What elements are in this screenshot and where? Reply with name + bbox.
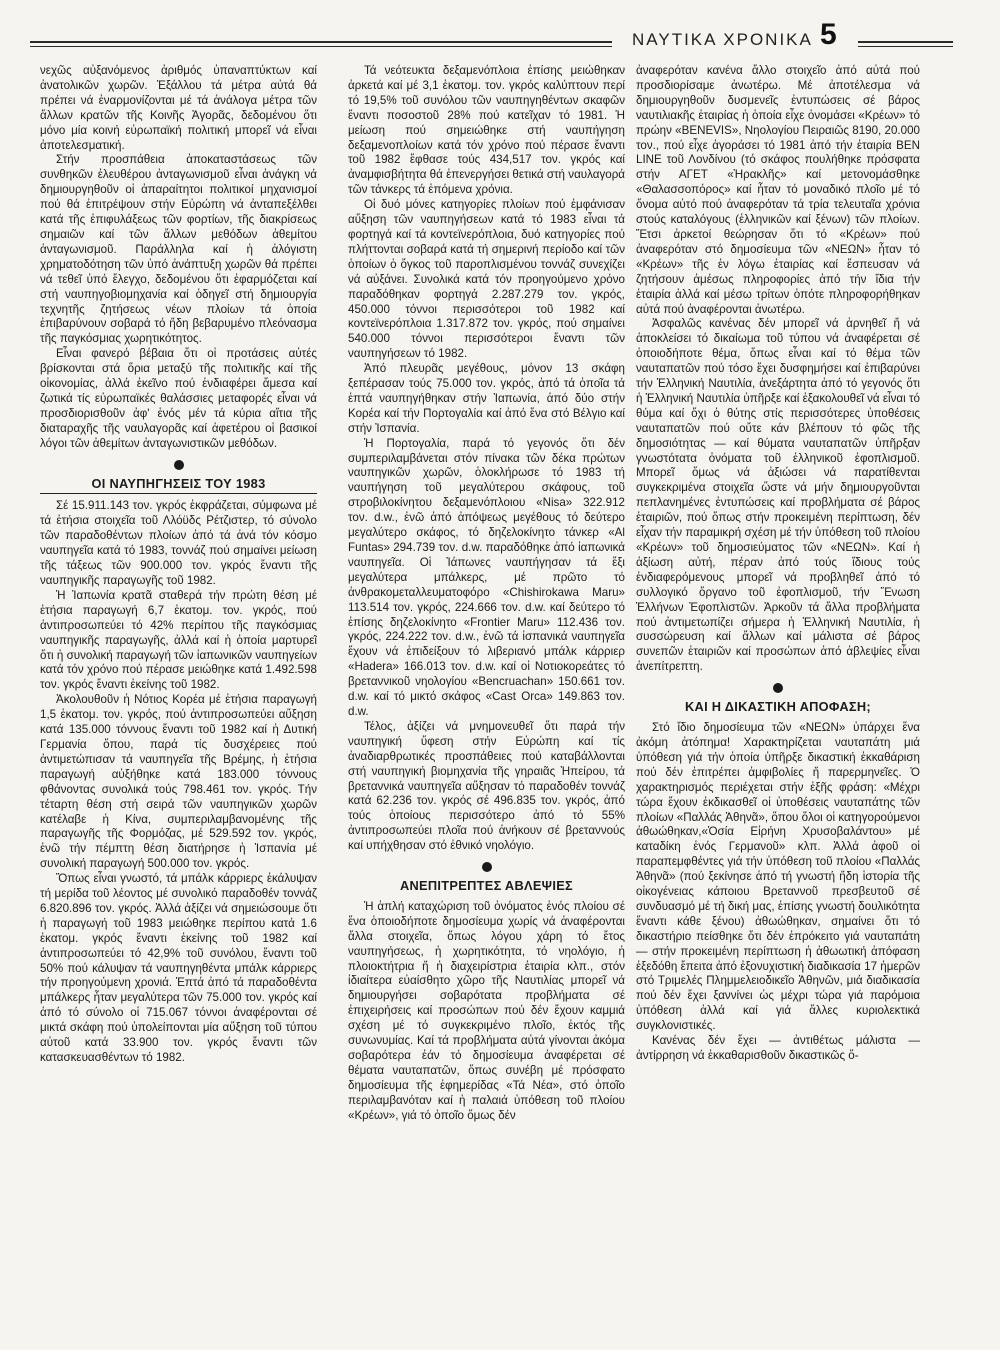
paragraph: ἀναφερόταν κανένα ἄλλο στοιχεῖο ἀπό αὐτά πού προσδιορίσαμε ἀνωτέρω. Μέ ἀποτέλεσμα νά δημιουργηθοῦν δυσμενεῖς ἐντυπώσεις σέ βάρος ναυτιλιακῆς ἑταιρίας ἡ ὁποία εἶχε ὀνομάσει «Κρέων» τό πρώην «BENEVIS», Νηολογίου Πειραιῶς 8190, 20.000 τον., πού εἶχε ἀγοράσει τό 1981 ἀπό τήν ἑταιρία BEN LINE τοῦ Λονδίνου (τό σκάφος πουλήθηκε πρόσφατα στήν ΑΓΕΤ «Ἡρακλῆς» καί μετονομάσθηκε «Θαλασσοπόρος» καί ἦταν τό μοναδικό πλοῖο μέ τό ὄνομα αὐτό πού ἀναφερόταν τά τρία τελευταῖα χρόνια στούς καταλόγους (ἑλληνικῶν καί ξένων) τῶν πλοίων. Ἔτσι ἀρκετοί θεώρησαν ὅτι τό «Κρέων» πού ἀναφερόταν στό δημοσίευμα τῶν «ΝΕΩΝ» ἦταν τό «Κρέων» τῆς ἐν λόγω ἑταιρίας καί ἔσπευσαν νά ζητήσουν ἀμέσως πληροφορίες ἀπό τήν ἴδια τήν ἑταιρία ἀλλά καί μέσω τρίτων ὁπότε πληροφορήθηκαν αὐτά πού ἀναφέρονται ἀνωτέρω.: [636, 64, 920, 316]
section-heading-shipbuilding-1983: ΟΙ ΝΑΥΠΗΓΗΣΕΙΣ ΤΟΥ 1983: [40, 477, 317, 495]
header-rule-left: [30, 41, 612, 43]
paragraph: Ἀσφαλῶς κανένας δέν μπορεῖ νά ἀρνηθεῖ ἤ νά ἀποκλείσει τό δικαίωμα τοῦ τύπου νά ἀναφέρεται σέ ὁποιοδήποτε θέμα, ὅπως εἶναι καί τό θέμα τῶν ναυταπατῶν πού τόσο ἔχει δυσφημήσει καί ἐπιβαρύνει τήν Ἑλληνική Ναυτιλία, ἀνεξάρτητα ἀπό τό γεγονός ὅτι ἡ Ἑλληνική Ναυτιλία ὑπῆρξε καί ἐξακολουθεῖ νά εἶναι τό θύμα καί ὄχι ὁ θύτης στίς περισσότερες ὑποθέσεις ναυταπατῶν πού οὔτε κάν βλέπουν τό φῶς τῆς δημοσιότητας — καί θύματα ναυταπατῶν ὑπῆρξαν γνωστότατα ὀνόματα τοῦ ἑλληνικοῦ ἐφοπλισμοῦ. Μπορεῖ ὅμως νά ἀξιώσει νά παρατίθενται συγκεκριμένα στοιχεῖα ὥστε νά μήν δημιουργοῦνται πεπλανημένες ἐντυπώσεις καί προβλήματα σέ βάρος ἑταιριῶν, πού ὅπως στήν προκειμένη περίπτωση, δέν εἶχαν τήν παραμικρή σχέση μέ τήν ὑπόθεση τοῦ πλοίου «Κρέων» τοῦ δημοσιεύματος τῶν «ΝΕΩΝ». Καί ἡ ἀξίωση αὐτή, πέραν ἀπό τούς ἴδιους τούς ἐνδιαφερόμενους μπορεῖ νά προβληθεῖ ἀπό τό συλλογικό ὄργανο τοῦ ἐφοπλισμοῦ, τήν Ἕνωση Ἑλλήνων Ἐφοπλιστῶν. Ἀρκοῦν τά ἄλλα προβλήματα πού ἀντιμετωπίζει σήμερα ἡ Ἑλληνική Ναυτιλία, ἡ συσσώρευση καί ἄλλων καί μάλιστα σέ βάρος συνεπῶν ἑταιριῶν καί προσώπων ἀπό ἀβλεψίες εἶναι ἀνεπίτρεπτη.: [636, 317, 920, 674]
paragraph: νεχῶς αὐξανόμενος ἀριθμός ὑπαναπτύκτων καί ἀνατολικῶν χωρῶν. Ἐξάλλου τά μέτρα αὐτά θά πρέπει νά ἐναρμονίζονται μέ τά ἀνάλογα μέτρα τῶν ἄλλων κρατῶν τῆς Κοινῆς Ἀγορᾶς, δεδομένου ὅτι μόνο μία κοινή εὐρωπαϊκή πολιτική μπορεῖ νά εἶναι ἀποτελεσματική.: [40, 64, 317, 152]
paragraph: Εἶναι φανερό βέβαια ὅτι οἱ προτάσεις αὐτές βρίσκονται στά ὅρια μεταξύ τῆς πολιτικῆς καί τῆς οἰκονομίας, ἀλλά ἐκεῖνο πού ἐνδιαφέρει ἄμεσα καί ζωτικά τίς εὐρωπαϊκές θαλάσσιες μεταφορές εἶναι νά προσδιορισθοῦν ἀφ' ἑνός μέν τά κύρια αἴτια τῆς διαταραχῆς τῆς ναυλαγορᾶς καί ἀφετέρου οἱ βασικοί λόγοι τῶν ἀθεμίτων ἀνταγωνιστικῶν μεθόδων.: [40, 347, 317, 450]
paragraph: Τέλος, ἀξίζει νά μνημονευθεῖ ὅτι παρά τήν ναυπηγική ὕφεση στήν Εὐρώπη καί τίς ἀναδιαρθρωτικές προσπάθειες πού καταβάλλονται στή ναυπηγική βιομηχανία τῆς γηραιᾶς Ἠπείρου, τά βρεταννικά ναυπηγεῖα αὔξησαν τό παραδοθέν τοννάζ κατά 62.236 τον. γκρός σέ 496.835 τον. γκρός, ἀπό τούς ὁποίους περισσότερο ἀπό τό 55% ἀντιπροσωπεύει πλοῖα πού ἀνήκουν σέ βρεταννούς καί υπήχθησαν στό ἐθνικό νηολόγιο.: [348, 719, 625, 853]
page-number: 5: [820, 18, 837, 51]
section-bullet: [482, 862, 492, 872]
column-1: [40, 64, 317, 1310]
paragraph: Οἱ δυό μόνες κατηγορίες πλοίων πού ἐμφάνισαν αὔξηση τῶν ναυπηγήσεων κατά τό 1983 εἶναι τά φορτηγά καί τά κοντεϊνερόπλοια, δυό κατηγορίες πού πλήττονται σοβαρά κατά τή σημερινή περίοδο καί τῶν ὁποίων ὁ ὄγκος τοῦ παροπλισμένου τοννάζ συνεχίζει νά αὐξάνει. Συνολικά κατά τόν προηγούμενο χρόνο παραδόθηκαν φορτηγά 2.287.279 τον. γκρός, 450.000 τόννοι περισσότεροι τοῦ 1982 καί κοντεϊνερόπλοια 1.317.872 τον. γκρός, πού σημαίνει 540.000 τόννοι περισσότεροι ἔναντι τῶν ναυπηγήσεων τό 1982.: [348, 198, 625, 361]
header-rule-left-thin: [30, 46, 612, 47]
paragraph: Ἡ Ἰαπωνία κρατᾶ σταθερά τήν πρώτη θέση μέ ἐτήσια παραγωγή 6,7 ἑκατομ. τον. γκρός, πού ἀντιπροσωπεύει τό 42% περίπου τῆς παγκόσμιας ναυπηγικῆς παραγωγῆς, ἀλλά καί ἡ ὁποία μαρτυρεῖ ὅτι ἡ συνολική παραγωγή τῶν ἰαπωνικῶν ναυπηγείων κατά τόν χρόνο πού πέρασε μειώθηκε κατά 1.492.598 τον. γκρός ἔναντι ἐκείνης τοῦ 1982.: [40, 588, 317, 692]
column-3: [636, 64, 920, 1310]
header-rule-right: [858, 41, 953, 43]
paragraph: Ἡ ἁπλή καταχώριση τοῦ ὀνόματος ἑνός πλοίου σέ ἕνα ὁποιοδήποτε δημοσίευμα χωρίς νά ἀναφέρονται ἄλλα στοιχεῖα, ὅπως λόγου χάρη τό ἔτος ναυπηγήσεως, ἡ χωρητικότητα, τό νηολόγιο, ἡ πλοιοκτήτρια ἤ ἡ διαχειρίστρια ἑταιρία κλπ., στόν ἰδιαίτερα εὐαίσθητο χῶρο τῆς Ναυτιλίας μπορεῖ νά δημιουργήσει σοβαρότατα προβλήματα σέ ἐπιχειρήσεις καί προσώπων πού δέν ἔχουν καμμιά σχέση μέ τό συγκεκριμένο πλοῖο, ἐκτός τῆς συνωνυμίας. Καί τά προβλήματα αὐτά γίνονται ἀκόμα σοβαρότερα ἐάν τό δημοσίευμα ἀναφέρεται σέ θέματα ναυταπατῶν, ὅπως συνέβη μέ πρόσφατο δημοσίευμα τῆς ἐφημερίδας «Τά Νέα», στό ὁποῖο περιλαμβανόταν καί ἡ παλαιά ὑπόθεση τοῦ πλοίου «Κρέων», γιά τό ὁποῖο ὅμως δέν: [348, 899, 625, 1122]
column-2: [348, 64, 625, 1310]
paragraph: Ἡ Πορτογαλία, παρά τό γεγονός ὅτι δέν συμπεριλαμβάνεται στόν πίνακα τῶν δέκα πρώτων ναυπηγικῶν χωρῶν, ὁλοκλήρωσε τό 1983 τή ναυπήγηση τοῦ μεγαλύτερου σκάφους, τοῦ στροβιλοκίνητου δεξαμενόπλοιου «Nisa» 322.912 τον. d.w., ἐνῶ ἀπό ἀπόψεως μεγέθους τό δεύτερο μεγαλύτερο σκάφος, τό δηζελοκίνητο τάνκερ «Al Funtas» 294.739 τον. d.w. παραδόθηκε ἀπό ἰαπωνικά ναυπηγεῖα. Οἱ Ἰάπωνες ναυπήγησαν τά ἔξι μεγαλύτερα μπάλκερς, μέ πρῶτο τό ἀνθρακομεταλλευματοφόρο «Chishirokawa Maru» 113.514 τον. γκρός, 224.666 τον. d.w. καί δεύτερο τό ἐπίσης δηζελοκίνητο «Frontier Maru» 112.436 τον. γκρός, 224.222 τον. d.w., ἐνῶ τά ἰσπανικά ναυπηγεῖα ἔχουν νά ἐπιδείξουν τό λιβεριανό μπάλκ κάρριερ «Hadera» 166.013 τον. d.w. καί οἱ Νοτιοκορεάτες τό βρεταννικοῦ νηολογίου «Bencruachan» 150.661 τον. d.w. καί τό μικτό σκάφος «Cast Orca» 149.863 τον. d.w.: [348, 436, 625, 718]
section-heading-court-decision: ΚΑΙ Η ΔΙΚΑΣΤΙΚΗ ΑΠΟΦΑΣΗ;: [685, 699, 871, 715]
paragraph: Ὅπως εἶναι γνωστό, τά μπάλκ κάρριερς ἐκάλυψαν τή μερίδα τοῦ λέοντος μέ συνολικό παραδοθέν τοννάζ 6.820.896 τον. γκρός. Ἀλλά ἀξίζει νά σημειώσουμε ὅτι ἡ παραγωγή τοῦ 1983 μειώθηκε περίπου κατά 1.6 ἑκατομ. γκρός ἔναντι ἐκείνης τοῦ 1982 καί ἀντιπροσωπεύει τό 42,9% τοῦ συνόλου, ἔναντι τοῦ 50% πού κάλυψαν τά ναυπηγηθέντα μπάλκ κάρριερς τήν προηγούμενη χρονιά. Ἑπτά ἀπό τά παραδοθέντα μπάλκερς ἦταν μεγαλύτερα τῶν 75.000 τον. γκρός καί ἀπό τό σύνολο οἱ 715.067 τόννοι ἀναφέρονται σέ μικτά σκάφη πού ὑπολείπονται μία αὔξηση τοῦ τύπου αὐτοῦ κατά 33.900 τον. γκρός ἔναντι τῶν κατασκευασθέντων τό 1982.: [40, 872, 317, 1064]
paragraph: Τά νεότευκτα δεξαμενόπλοια ἐπίσης μειώθηκαν ἀρκετά καί μέ 3,1 ἑκατομ. τον. γκρός καλύπτουν περί τό 19,5% τοῦ συνόλου τῶν ναυπηγηθέντων σκαφῶν ἔναντι ποσοστοῦ 28% πού κατεῖχαν τό 1981. Ἡ μείωση πού σημειώθηκε στή ναυπήγηση δεξαμενοπλοίων κατά τόν χρόνο πού πέρασε ἔναντι τοῦ 1982 ἔφθασε τούς 434,517 τον. γκρός καί ἀναμφισβήτητα θά ἐπενεργήσει θετικά στή ναυλαγορά τῶν τάνκερς τά ἑπόμενα χρόνια.: [348, 64, 625, 197]
section-bullet: [174, 460, 184, 470]
page-header: [30, 18, 975, 58]
paragraph: Ἀκολουθοῦν ἡ Νότιος Κορέα μέ ἐτήσια παραγωγή 1,5 ἑκατομ. τον. γκρός, πού ἀντιπροσωπεύει αὔξηση κατά 135.000 τόννους ἔναντι τοῦ 1982 καί ἡ Δυτική Γερμανία ὅπου, παρά τίς δυσχέρειες πού ἀντιμετώπισαν τά ναυπηγεῖα τῆς Βρέμης, ἡ ἐτήσια παραγωγή αὐξήθηκε κατά 183.000 τόννους φθάνοντας συνολικά τούς 798.461 τον. γκρός. Τήν τέταρτη θέση στή σειρά τῶν ναυπηγικῶν χωρῶν κατέλαβε ἡ Κίνα, συμπεριλαμβανομένης τῆς παραγωγῆς τῆς Φορμόζας, μέ 529.592 τον. γκρός, ἐνῶ τήν πέμπτη θέση διατήρησε ἡ Ἰσπανία μέ συνολική παραγωγή 500.000 τον. γκρός.: [40, 693, 317, 871]
paragraph: Κανένας δέν ἔχει — ἀντιθέτως μάλιστα — ἀντίρρηση νά ἐκκαθαρισθοῦν δικαστικῶς ὅ-: [636, 1034, 920, 1062]
paragraph: Στήν προσπάθεια ἀποκαταστάσεως τῶν συνθηκῶν ἐλευθέρου ἀνταγωνισμοῦ εἶναι ἀνάγκη νά δημιουργηθοῦν οἱ ἀπαραίτητοι πολιτικοί μηχανισμοί πού θά ἐπιτρέψουν στήν Εὐρώπη νά ἀνταπεξέλθει κατά τῆς ἐπιφυλάξεως τῶν φορτίων, τῆς διακρίσεως σημαιῶν καί τῶν ἄλλων μεθόδων ἀθεμίτου ἀνταγωνισμοῦ. Παράλληλα καί ἡ ἀλόγιστη χρηματοδότηση τῶν ὑπό ἀνάπτυξη χωρῶν θά πρέπει νά τεθεῖ ὑπό ἔλεγχο, δεδομένου ὅτι ἐφαρμόζεται καί στή ναυπηγοβιομηχανία καί ὁδηγεῖ στή δημιουργία τεχνητῆς ζητήσεως νέων πλοίων τά ὁποία ἐπιβαρύνουν σοβαρά τό ἤδη βεβαρυμένο πλεόνασμα τῆς παγκόσμιας χωρητικότητος.: [40, 153, 317, 346]
paragraph: Στό ἴδιο δημοσίευμα τῶν «ΝΕΩΝ» ὑπάρχει ἕνα ἀκόμη ἀτόπημα! Χαρακτηρίζεται ναυταπάτη μιά ὑπόθεση γιά τήν ὁποία ὑπῆρξε δικαστική ἐκκαθάριση πού δέν ἐπιτρέπει ἀμφιβολίες ἤ παρερμηνεῖες. Ὁ χαρακτηρισμός περιέχεται στήν ἑξῆς φράση: «Μέχρι τώρα ἔχουν ἐκδικασθεῖ οἱ ὑποθέσεις ναυταπάτης τῶν πλοίων «Παλλάς Ἀθηνᾶ», ὅπου ὅλοι οἱ κατηγορούμενοι ἀθωώθηκαν,«Ὁσία Εἰρήνη Χρυσοβαλάντου» μέ καταδίκη ἑνός Γερμανοῦ» κλπ. Ἀλλά ἀφοῦ οἱ παραπεμφθέντες γιά τήν ὑπόθεση τοῦ πλοίου «Παλλάς Ἀθηνᾶ» (πού ξεκίνησε ἀπό τή γνωστή ἤδη ἱστορία τῆς οἰκογένειας κάποιου Βρεταννοῦ πρεσβευτοῦ σέ συνδυασμό μέ τή δική μας, ἐπίσης γνωστή δουλικότητα ἔναντι κάθε ξένου) ἀθωώθηκαν, σημαίνει ὅτι τό δικαστήριο πείσθηκε ὅτι δέν ἐπρόκειτο γιά ναυταπάτη — στήν προκειμένη περίπτωση ἡ ἀθωωτική ἀπόφαση ἐξεδόθη ἔπειτα ἀπό ἐξονυχιστική διαδικασία 17 ἡμερῶν στό Τριμελές Πλημμελειοδικεῖο Ἀθηνῶν, μιά διαδικασία πού δέν ἔχει ξαννίνει ὡς μέχρι τώρα γιά παρόμοια ὑπόθεση ἀλλά καί γιά ἄλλες κυριολεκτικά συγκλονιστικές.: [636, 721, 920, 1033]
paragraph: Σέ 15.911.143 τον. γκρός ἐκφράζεται, σύμφωνα μέ τά ἐτήσια στοιχεῖα τοῦ Λλόϋδς Ρέτζιστερ, τό σύνολο τῶν παραδοθέντων πλοίων ἀπό τά ἀνά τόν κόσμο ναυπηγεῖα κατά τό 1983, τοννάζ πού σημαίνει μείωση τῆς τάξεως τῶν 900.000 τον. γκρός ἔναντι τῆς ναυπηγικῆς παραγωγῆς τοῦ 1982.: [40, 499, 317, 587]
section-bullet: [773, 683, 783, 693]
header-rule-right-thin: [858, 46, 953, 47]
section-heading-oversights: ΑΝΕΠΙΤΡΕΠΤΕΣ ΑΒΛΕΨΙΕΣ: [399, 878, 574, 894]
publication-title: ΝΑΥΤΙΚΑ ΧΡΟΝΙΚΑ: [632, 30, 813, 49]
paragraph: Ἀπό πλευρᾶς μεγέθους, μόνον 13 σκάφη ξεπέρασαν τούς 75.000 τον. γκρός, ἀπό τά ὁποῖα τά ἑπτά ναυπηγήθηκαν στήν Ἰαπωνία, ἀπό δύο στήν Κορέα καί τήν Πορτογαλία καί ἀπό ἕνα στό Βέλγιο καί στήν Ἰσπανία.: [348, 362, 625, 435]
